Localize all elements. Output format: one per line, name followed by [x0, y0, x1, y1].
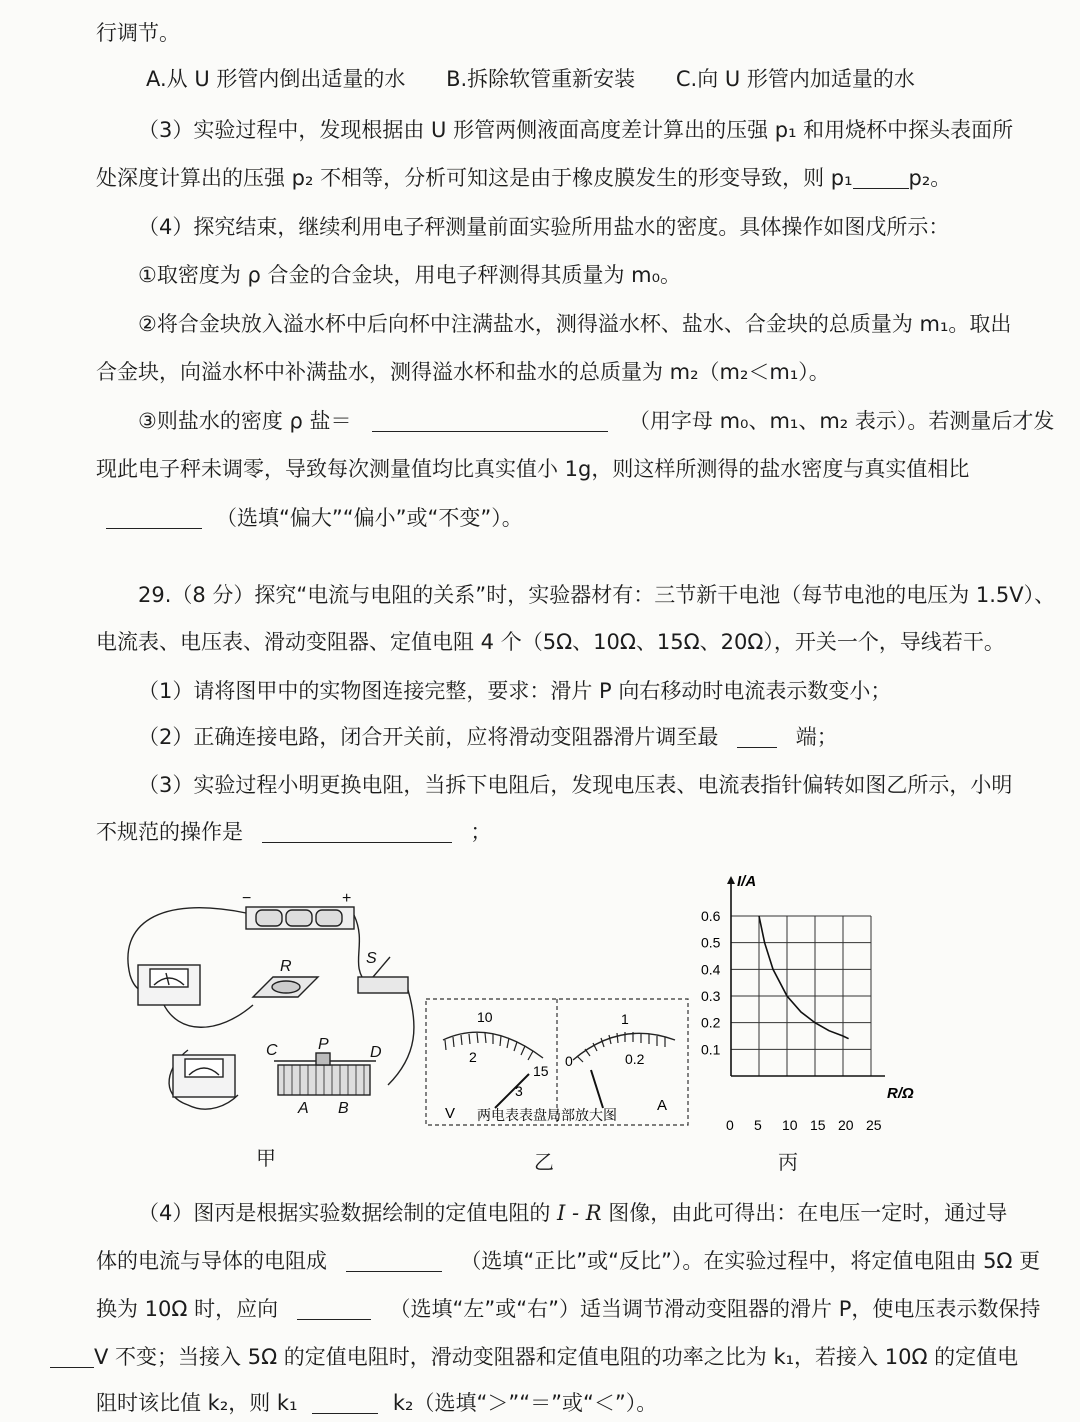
q29-sub-4	[138, 1198, 1040, 1228]
label-C: C	[266, 1042, 278, 1059]
y-axis-label: I/A	[737, 873, 757, 890]
line4-a: 处深度计算出的压强 p₂ 不相等，分析可知这是由于橡皮膜发生的形变导致，则 p₁	[96, 166, 853, 190]
line9-a: ③则盐水的密度 ρ 盐＝	[138, 409, 352, 433]
y-tick-label: 0.5	[701, 934, 721, 951]
y-tick-label: 0.4	[701, 961, 721, 978]
y-axis-arrow	[727, 876, 735, 884]
label-B: B	[338, 1100, 349, 1117]
y-tick-label: 0.1	[701, 1041, 721, 1058]
text-line-5: （4）探究结束，继续利用电子秤测量前面实验所用盐水的密度。具体操作如图戊所示：	[138, 215, 950, 239]
answer-blank-p[interactable]	[853, 166, 909, 189]
option-b: B.拆除软管重新安装	[446, 67, 636, 91]
text-line-7: ②将合金块放入溢水杯中后向杯中注满盐水，测得溢水杯、盐水、合金块的总质量为 m₁。取出	[138, 312, 1012, 336]
v-tick-3: 3	[515, 1083, 523, 1099]
a-tick-0: 0	[565, 1053, 573, 1069]
option-a: A.从 U 形管内倒出适量的水	[146, 67, 406, 91]
figure-yi	[425, 998, 690, 1128]
answer-blank-error[interactable]	[106, 506, 202, 529]
caption-jia: 甲	[256, 1146, 276, 1170]
sub4-d: V 不变；当接入 5Ω 的定值电阻时，滑动变阻器和定值电阻的功率之比为 k₁，若接入 10Ω 的定值电	[94, 1345, 1019, 1369]
chart-grid	[731, 916, 871, 1076]
v-tick-15: 15	[533, 1063, 549, 1079]
switch-base	[358, 977, 408, 993]
text-line-6: ①取密度为 ρ 合金的合金块，用电子秤测得其质量为 m₀。	[138, 263, 682, 287]
voltmeter-unit: V	[445, 1105, 456, 1122]
text-line-3: （3）实验过程中，发现根据由 U 形管两侧液面高度差计算出的压强 p₁ 和用烧杯中探头表面所	[138, 118, 1014, 142]
answer-blank-direction[interactable]	[297, 1297, 371, 1320]
x-axis-label: R/Ω	[887, 1085, 914, 1102]
answer-blank-k-compare[interactable]	[312, 1391, 378, 1414]
a-tick-1: 1	[621, 1011, 629, 1027]
sub4-a3: 图像，由此可得出：在电压一定时，通过导	[608, 1201, 1008, 1225]
label-minus: −	[242, 890, 252, 907]
figure-jia	[118, 885, 418, 1135]
q29-sub-4d	[50, 1342, 1040, 1372]
sub4-e1: 阻时该比值 k₂，则 k₁	[96, 1391, 298, 1415]
caption-yi: 乙	[534, 1150, 554, 1174]
q29-sub-2	[138, 722, 1040, 752]
sub2-a: （2）正确连接电路，闭合开关前，应将滑动变阻器滑片调至最	[138, 725, 719, 749]
option-c: C.向 U 形管内加适量的水	[675, 67, 915, 91]
q29-sub-4b	[96, 1246, 1040, 1276]
y-tick-label: 0.2	[701, 1014, 721, 1031]
ammeter-scale	[573, 1033, 675, 1060]
q2-options	[138, 64, 1040, 94]
sub3b-b: ；	[470, 820, 492, 844]
sub4-b2: （选填“正比”或“反比”）。在实验过程中，将定值电阻由 5Ω 更	[460, 1249, 1041, 1273]
q29-sub-1: （1）请将图甲中的实物图连接完整，要求：滑片 P 向右移动时电流表示数变小；	[138, 679, 892, 703]
y-tick-label: 0.3	[701, 988, 721, 1004]
x-tick-label: 0	[726, 1117, 734, 1133]
ammeter-pointer	[591, 1070, 603, 1108]
x-tick-label: 15	[810, 1117, 826, 1133]
v-tick-10: 10	[477, 1009, 493, 1025]
x-tick-label: 10	[782, 1117, 798, 1133]
label-plus: +	[342, 890, 352, 907]
sub4-a1: （4）图丙是根据实验数据绘制的定值电阻的	[138, 1201, 551, 1225]
text-line-10: 现此电子秤未调零，导致每次测量值均比真实值小 1g，则这样所测得的盐水密度与真实值相比	[96, 457, 970, 481]
sub4-b1: 体的电流与导体的电阻成	[96, 1249, 327, 1273]
sub4-a2: I - R	[557, 1201, 602, 1225]
text-line-1: 行调节。	[96, 21, 180, 45]
figure-bing-chart	[695, 870, 935, 1140]
chart-axes	[727, 876, 885, 1076]
sub4-c1: 换为 10Ω 时，应向	[96, 1297, 279, 1321]
x-tick-label: 25	[866, 1117, 882, 1133]
label-D: D	[370, 1044, 382, 1061]
answer-blank-end[interactable]	[737, 725, 777, 748]
label-S: S	[366, 950, 377, 967]
x-tick-label: 20	[838, 1117, 854, 1133]
caption-bing: 丙	[778, 1150, 798, 1174]
answer-blank-voltage[interactable]	[50, 1345, 94, 1368]
q29-sub-4c	[96, 1294, 1040, 1324]
sub4-e2: k₂（选填“＞”“＝”或“＜”）。	[392, 1391, 658, 1415]
sub2-b: 端；	[795, 725, 838, 749]
ammeter-unit: A	[657, 1097, 668, 1114]
q29-line-2: 电流表、电压表、滑动变阻器、定值电阻 4 个（5Ω、10Ω、15Ω、20Ω），开关一个，导线若干。	[96, 630, 1005, 654]
answer-blank-operation[interactable]	[262, 820, 452, 843]
sub3b-a: 不规范的操作是	[96, 820, 243, 844]
answer-blank-relation[interactable]	[346, 1249, 442, 1272]
line11-text: （选填“偏大”“偏小”或“不变”）。	[216, 506, 523, 530]
text-line-9	[138, 406, 1055, 436]
label-A: A	[298, 1100, 309, 1117]
yi-note: 两电表表盘局部放大图	[477, 1107, 617, 1123]
q29-sub-4e	[96, 1388, 1040, 1418]
series-line-i-r	[759, 916, 849, 1039]
x-tick-label: 5	[754, 1117, 762, 1133]
q29-sub-3b	[96, 817, 1040, 847]
label-P: P	[318, 1036, 329, 1053]
y-tick-label: 0.6	[701, 908, 721, 924]
line4-b: p₂。	[908, 166, 952, 190]
sub4-c2: （选填“左”或“右”）适当调节滑动变阻器的滑片 P，使电压表示数保持	[389, 1297, 1041, 1321]
text-line-11	[106, 503, 1040, 533]
text-line-8: 合金块，向溢水杯中补满盐水，测得溢水杯和盐水的总质量为 m₂（m₂＜m₁）。	[96, 360, 830, 384]
text-line-4	[96, 163, 1040, 193]
line9-b: （用字母 m₀、m₁、m₂ 表示）。若测量后才发	[628, 409, 1055, 433]
answer-blank-density[interactable]	[372, 409, 608, 432]
q29-line-1: 29.（8 分）探究“电流与电阻的关系”时，实验器材有：三节新干电池（每节电池的电压为 1.5V）、	[138, 583, 1056, 607]
voltmeter-pointer	[495, 1074, 529, 1108]
q29-sub-3: （3）实验过程小明更换电阻，当拆下电阻后，发现电压表、电流表指针偏转如图乙所示，小明	[138, 773, 1013, 797]
a-tick-02: 0.2	[625, 1051, 645, 1067]
label-R: R	[280, 958, 292, 975]
v-tick-2: 2	[469, 1049, 477, 1065]
